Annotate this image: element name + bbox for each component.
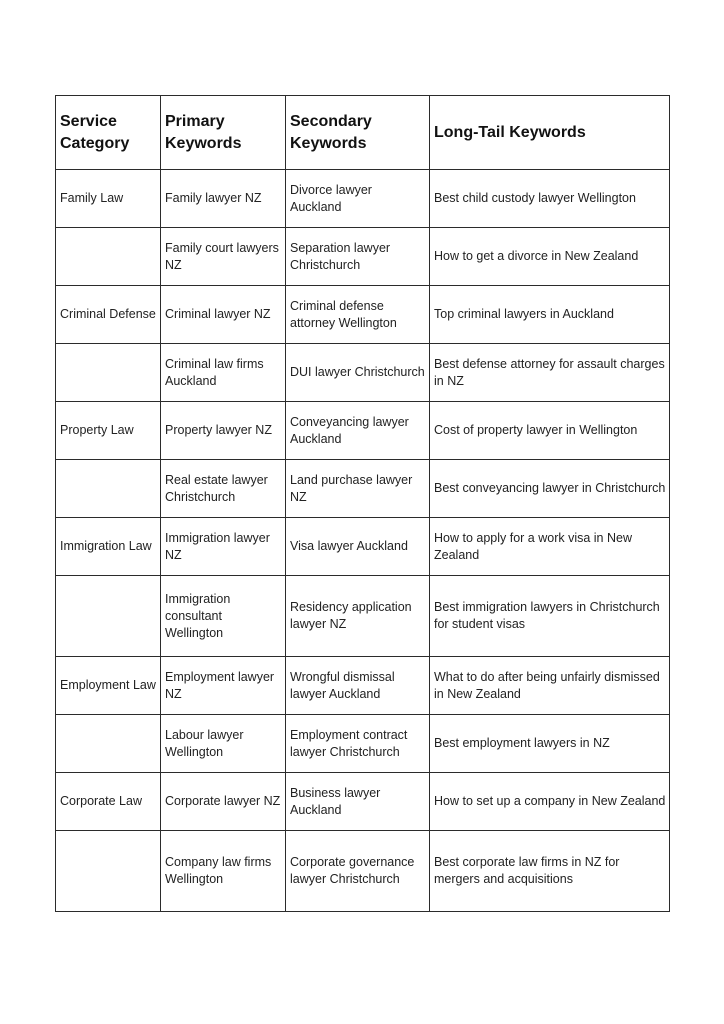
cell-long-tail-keyword: Top criminal lawyers in Auckland	[430, 286, 670, 344]
table-row	[56, 460, 670, 518]
cell-secondary-keyword: Divorce lawyer Auckland	[286, 170, 430, 228]
cell-service-category: Immigration Law	[56, 518, 161, 576]
table-row	[56, 657, 670, 715]
cell-long-tail-keyword: Best immigration lawyers in Christchurch for student visas	[430, 576, 670, 657]
table-row	[56, 831, 670, 912]
cell-primary-keyword: Immigration consultant Wellington	[161, 576, 286, 657]
cell-long-tail-keyword: Cost of property lawyer in Wellington	[430, 402, 670, 460]
header-long-tail-keywords: Long-Tail Keywords	[430, 96, 670, 170]
cell-primary-keyword: Real estate lawyer Christchurch	[161, 460, 286, 518]
header-service-category: Service Category	[56, 96, 161, 170]
cell-long-tail-keyword: Best child custody lawyer Wellington	[430, 170, 670, 228]
cell-service-category	[56, 715, 161, 773]
cell-primary-keyword: Labour lawyer Wellington	[161, 715, 286, 773]
cell-primary-keyword: Property lawyer NZ	[161, 402, 286, 460]
cell-primary-keyword: Family court lawyers NZ	[161, 228, 286, 286]
cell-service-category: Employment Law	[56, 657, 161, 715]
cell-secondary-keyword: Separation lawyer Christchurch	[286, 228, 430, 286]
cell-primary-keyword: Immigration lawyer NZ	[161, 518, 286, 576]
cell-secondary-keyword: Wrongful dismissal lawyer Auckland	[286, 657, 430, 715]
cell-service-category	[56, 460, 161, 518]
header-secondary-keywords: Secondary Keywords	[286, 96, 430, 170]
cell-service-category	[56, 831, 161, 912]
cell-long-tail-keyword: Best conveyancing lawyer in Christchurch	[430, 460, 670, 518]
cell-secondary-keyword: Land purchase lawyer NZ	[286, 460, 430, 518]
cell-long-tail-keyword: How to apply for a work visa in New Zealand	[430, 518, 670, 576]
table-row	[56, 170, 670, 228]
table-row	[56, 518, 670, 576]
cell-service-category	[56, 228, 161, 286]
cell-service-category: Criminal Defense	[56, 286, 161, 344]
cell-service-category: Property Law	[56, 402, 161, 460]
cell-primary-keyword: Criminal law firms Auckland	[161, 344, 286, 402]
header-primary-keywords: Primary Keywords	[161, 96, 286, 170]
header-row	[56, 96, 670, 170]
cell-long-tail-keyword: How to get a divorce in New Zealand	[430, 228, 670, 286]
cell-secondary-keyword: Employment contract lawyer Christchurch	[286, 715, 430, 773]
cell-service-category	[56, 344, 161, 402]
cell-service-category: Corporate Law	[56, 773, 161, 831]
cell-long-tail-keyword: Best employment lawyers in NZ	[430, 715, 670, 773]
table-row	[56, 576, 670, 657]
cell-long-tail-keyword: What to do after being unfairly dismissed in New Zealand	[430, 657, 670, 715]
table-row	[56, 344, 670, 402]
cell-primary-keyword: Company law firms Wellington	[161, 831, 286, 912]
cell-primary-keyword: Corporate lawyer NZ	[161, 773, 286, 831]
table-row	[56, 402, 670, 460]
cell-secondary-keyword: Business lawyer Auckland	[286, 773, 430, 831]
keyword-table	[55, 95, 670, 912]
cell-secondary-keyword: Conveyancing lawyer Auckland	[286, 402, 430, 460]
cell-long-tail-keyword: Best defense attorney for assault charges in NZ	[430, 344, 670, 402]
cell-secondary-keyword: Residency application lawyer NZ	[286, 576, 430, 657]
cell-primary-keyword: Employment lawyer NZ	[161, 657, 286, 715]
cell-service-category: Family Law	[56, 170, 161, 228]
table-row	[56, 286, 670, 344]
table-row	[56, 773, 670, 831]
cell-secondary-keyword: DUI lawyer Christchurch	[286, 344, 430, 402]
cell-secondary-keyword: Criminal defense attorney Wellington	[286, 286, 430, 344]
table-row	[56, 228, 670, 286]
cell-primary-keyword: Family lawyer NZ	[161, 170, 286, 228]
cell-secondary-keyword: Visa lawyer Auckland	[286, 518, 430, 576]
cell-long-tail-keyword: Best corporate law firms in NZ for mergers and acquisitions	[430, 831, 670, 912]
cell-long-tail-keyword: How to set up a company in New Zealand	[430, 773, 670, 831]
cell-primary-keyword: Criminal lawyer NZ	[161, 286, 286, 344]
table-row	[56, 715, 670, 773]
cell-service-category	[56, 576, 161, 657]
cell-secondary-keyword: Corporate governance lawyer Christchurch	[286, 831, 430, 912]
